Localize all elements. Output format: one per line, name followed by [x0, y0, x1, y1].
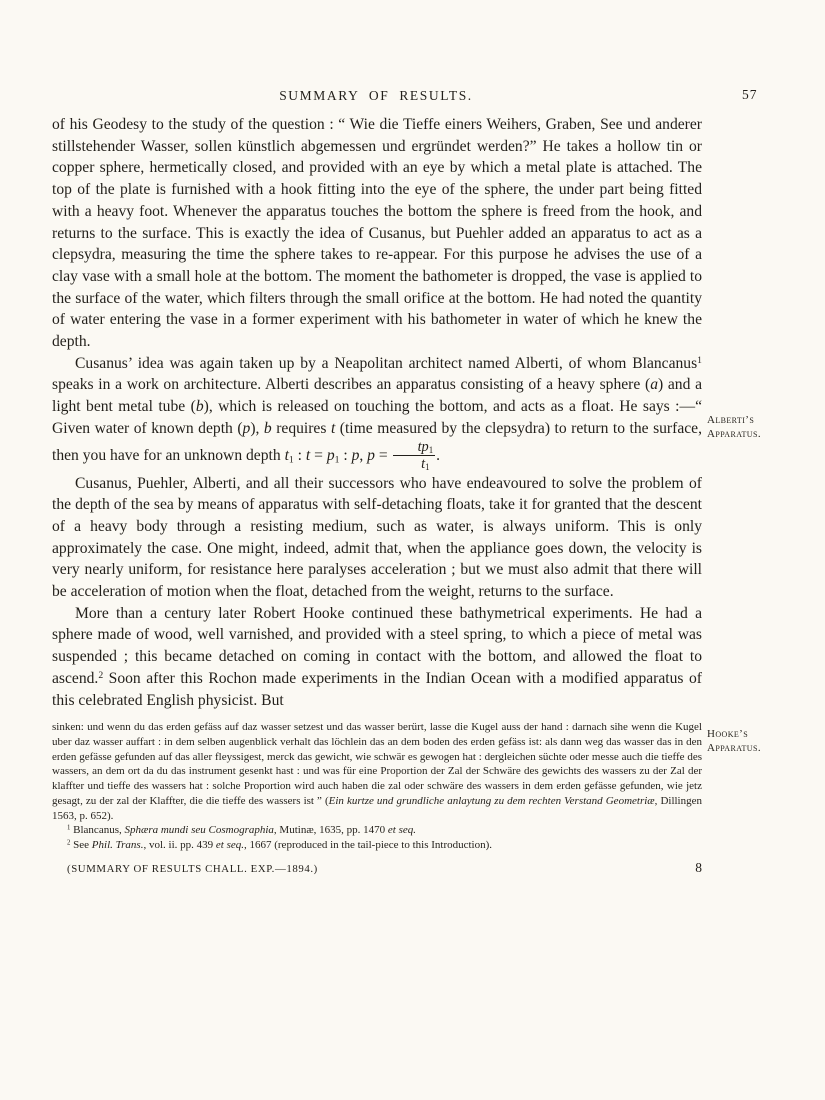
- margin-note: [707, 414, 811, 441]
- running-title: SUMMARY OF RESULTS.: [279, 88, 473, 103]
- margin-note-line: Apparatus.: [707, 427, 761, 440]
- paragraph: Cusanus’ idea was again taken up by a Neapolitan architect named Alberti, of whom Blancanus$^1$ speaks in a work on architecture. Alberti describes an apparatus consisting of a heavy sphere (a) and a light bent metal tube (b), which is released on touching the bottom, and acts as a float. He says :—“ Given water of known depth (p), b requires t (time measured by the clepsydra) to return to the surface, then you have for an unknown depth $t_1$ : $t = p_1$ : p, p = $\frac{tp_1}{t_1}$ .: [52, 354, 702, 473]
- fraction: $\frac{tp_1}{t_1}$: [392, 440, 437, 473]
- paragraph: $^2$ See Phil. Trans., vol. ii. pp. 439 et seq., 1667 (reproduced in the tail-piece to this Introduction).: [67, 838, 493, 851]
- text-column: [52, 114, 702, 876]
- page-number: 57: [742, 87, 758, 102]
- margin-note: [707, 728, 811, 755]
- signature-line: (SUMMARY OF RESULTS CHALL. EXP.—1894.): [67, 862, 318, 875]
- margin-note-line: Alberti’s: [707, 414, 755, 426]
- margin-note-line: Hooke’s: [707, 728, 749, 740]
- paragraph: $^1$ Blancanus, Sphæra mundi seu Cosmographia, Mutinæ, 1635, pp. 1470 et seq.: [67, 824, 417, 837]
- page-footer: [52, 860, 702, 876]
- sheet-number: 8: [695, 859, 702, 875]
- margin-note-line: Apparatus.: [707, 741, 761, 754]
- paragraph: sinken: und wenn du das erden gefäss auf daz wasser setzest und das wasser berürt, lasse die Kugel auss der hand : darnach sihe wenn die Kugel uber daz wasser auffart : in dem selben augenblick verhalt das löchlein das an dem boden des erden gefäss ist: als dann weg das wasser das in den erden gefässe gefunden auf das aller fleyssigest, merck das gewicht, wie schwär es gewogen hat : dergleichen süchte oder messe auch die tieffe des wassers, an dem ort da du das instrument gesenkt hast : und was für eine Proportion der Zal der Schwäre des gewichts des wassers zu der Zal der klaffter und tieffe des wassers hat : solche Proportion wird auch haben die zal oder schwäre des wassers in dem erden gefässe gefunden, wie jetz gesagt, zu der zal der Klaffter, die die tieffe des wassers ist ” (Ein kurtze und grundliche anlaytung zu dem rechten Verstand Geometriæ, Dillingen 1563, p. 652).: [52, 721, 702, 822]
- paragraph: Cusanus, Puehler, Alberti, and all their successors who have endeavoured to solve the problem of the depth of the sea by means of apparatus with self-detaching floats, take it for granted that the descent of a heavy body through a resisting medium, such as water, is always uniform. This is only approximately the case. One might, indeed, admit that, when the appliance goes down, the velocity is very nearly uniform, for resistance here paralyses acceleration ; but we must also admit that there will be acceleration of motion when the float, detached from the weight, returns to the surface.: [52, 474, 702, 601]
- footnotes: [52, 720, 702, 852]
- main-text: [52, 114, 702, 711]
- paragraph: More than a century later Robert Hooke continued these bathymetrical experiments. He had a sphere made of wood, well varnished, and provided with a steel spring, to which a piece of metal was suspended ; this became detached on coming in contact with the bottom, and allowed the float to ascend.$^2$ Soon after this Rochon made experiments in the Indian Ocean with a modified apparatus of this celebrated English physicist. But: [52, 604, 702, 709]
- paragraph: of his Geodesy to the study of the question : “ Wie die Tieffe einers Weihers, Graben, See und anderer stillstehender Wasser, sollen künstlich abgemessen und ergründet werden?” He takes a hollow tin or copper sphere, hermetically closed, and provided with an eye by which a metal plate is attached. The top of the plate is furnished with a hook fitting into the eye of the sphere, the under part being fitted with a heavy foot. Whenever the apparatus touches the bottom the sphere is freed from the hook, and returns to the surface. This is exactly the idea of Cusanus, but Puehler added an apparatus to act as a clepsydra, measuring the time the sphere takes to re-appear. For this purpose he advises the use of a clay vase with a small hole at the bottom. The moment the bathometer is dropped, the vase is applied to the surface of the water, which filters through the small orifice at the bottom. He had noted the quantity of water entering the vase in a former experiment with his bathometer in water of which he knew the depth.: [52, 116, 702, 351]
